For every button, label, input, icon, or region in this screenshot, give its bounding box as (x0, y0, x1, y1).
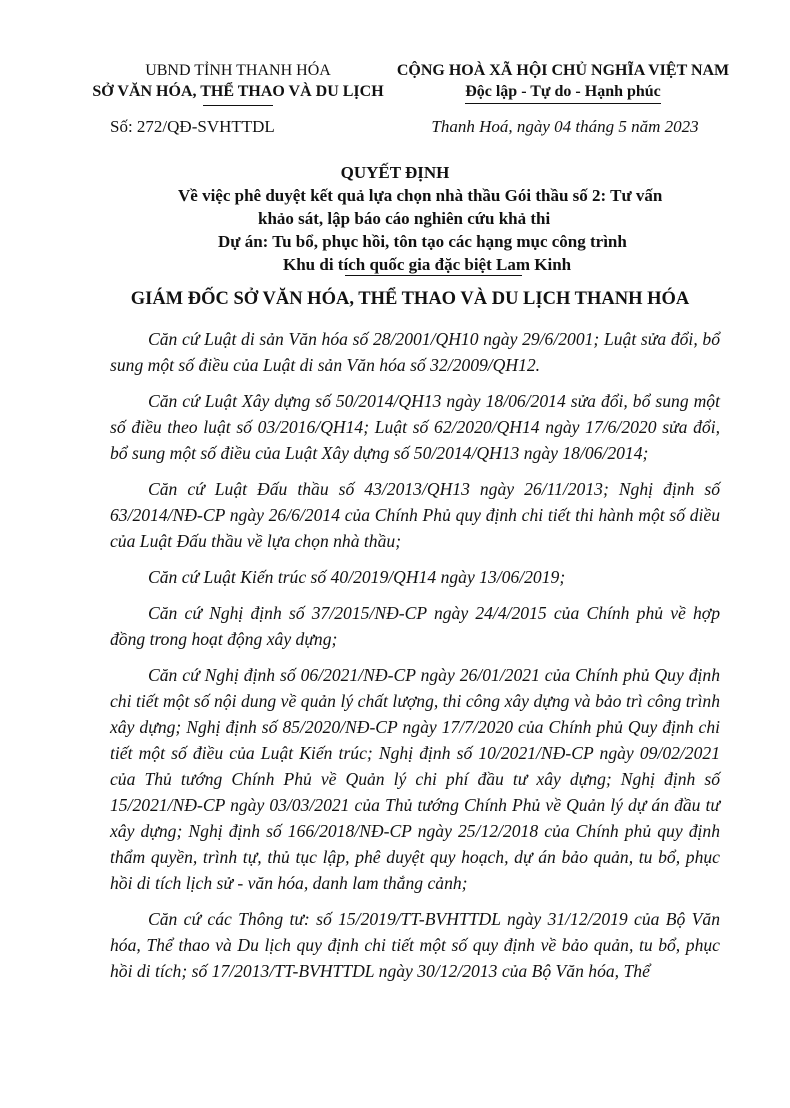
subject-line-4: Khu di tích quốc gia đặc biệt Lam Kinh (283, 255, 572, 274)
paragraph: Căn cứ Luật di sản Văn hóa số 28/2001/QH10 ngày 29/6/2001; Luật sửa đổi, bổ sung một số điều của Luật di sản Văn hóa số 32/2009/QH12. (110, 329, 720, 375)
subject-line-1: Về việc phê duyệt kết quả lựa chọn nhà thầu Gói thầu số 2: Tư vấn (178, 186, 663, 205)
paragraph: Căn cứ các Thông tư: số 15/2019/TT-BVHTTDL ngày 31/12/2019 của Bộ Văn hóa, Thể thao và Du lịch quy định chi tiết một số quy định về bảo quản, tu bổ, phục hồi di tích; số 17/2013/TT-BVHTTDL ngày 30/12/2013 của Bộ Văn hóa, Thể (110, 909, 720, 981)
preamble (110, 326, 720, 994)
paragraph: Căn cứ Luật Kiến trúc số 40/2019/QH14 ngày 13/06/2019; (148, 567, 566, 587)
org-underline (203, 105, 273, 106)
country-name: CỘNG HOÀ XÃ HỘI CHỦ NGHĨA VIỆT NAM (396, 62, 730, 79)
date-line: Thanh Hoá, ngày 04 tháng 5 năm 2023 (431, 117, 699, 136)
paragraph: Căn cứ Nghị định số 06/2021/NĐ-CP ngày 26/01/2021 của Chính phủ Quy định chi tiết một số nội dung về quản lý chất lượng, thi công xây dựng và bảo trì công trình xây dựng; Nghị định số 85/2020/NĐ-CP ngày 17/7/2020 của Chính phủ Quy định chi tiết một số điều của Luật Kiến trúc; Nghị định số 10/2021/NĐ-CP ngày 09/02/2021 của Thủ tướng Chính Phủ về Quản lý chi phí đầu tư xây dựng; Nghị định số 15/2021/NĐ-CP ngày 03/03/2021 của Thủ tướng Chính Phủ về Quản lý dự án đầu tư xây dựng; Nghị định số 166/2018/NĐ-CP ngày 25/12/2018 của Chính phủ quy định thẩm quyền, trình tự, thủ tục lập, phê duyệt quy hoạch, dự án bảo quản, tu bổ, phục hồi di tích lịch sử - văn hóa, danh lam thắng cảnh; (110, 665, 720, 893)
paragraph: Căn cứ Luật Xây dựng số 50/2014/QH13 ngày 18/06/2014 sửa đổi, bổ sung một số điều theo luật số 03/2016/QH14; Luật số 62/2020/QH14 ngày 17/6/2020 sửa đổi, bổ sung một số điều của Luật Xây dựng số 50/2014/QH13 ngày 18/06/2014; (110, 391, 720, 463)
motto: Độc lập - Tự do - Hạnh phúc (465, 81, 661, 104)
motto-wrap (378, 81, 748, 104)
paragraph: Căn cứ Luật Đấu thầu số 43/2013/QH13 ngày 26/11/2013; Nghị định số 63/2014/NĐ-CP ngày 26/6/2014 của Chính Phủ quy định chi tiết thi hành một số diều của Luật Đấu thầu về lựa chọn nhà thầu; (110, 479, 720, 551)
paragraph: Căn cứ Nghị định số 37/2015/NĐ-CP ngày 24/4/2015 của Chính phủ về hợp đồng trong hoạt động xây dựng; (110, 603, 720, 649)
org-name: SỞ VĂN HÓA, THỂ THAO VÀ DU LỊCH (92, 83, 384, 100)
issuer-heading: GIÁM ĐỐC SỞ VĂN HÓA, THỂ THAO VÀ DU LỊCH THANH HÓA (130, 289, 690, 309)
document-title: QUYẾT ĐỊNH (340, 163, 450, 182)
subject-line-3: Dự án: Tu bổ, phục hồi, tôn tạo các hạng mục công trình (218, 232, 627, 251)
subject-line-2: khảo sát, lập báo cáo nghiên cứu khả thi (258, 209, 551, 228)
org-parent: UBND TỈNH THANH HÓA (145, 62, 331, 79)
document-number: Số: 272/QĐ-SVHTTDL (110, 117, 275, 136)
subject-underline (345, 275, 522, 276)
